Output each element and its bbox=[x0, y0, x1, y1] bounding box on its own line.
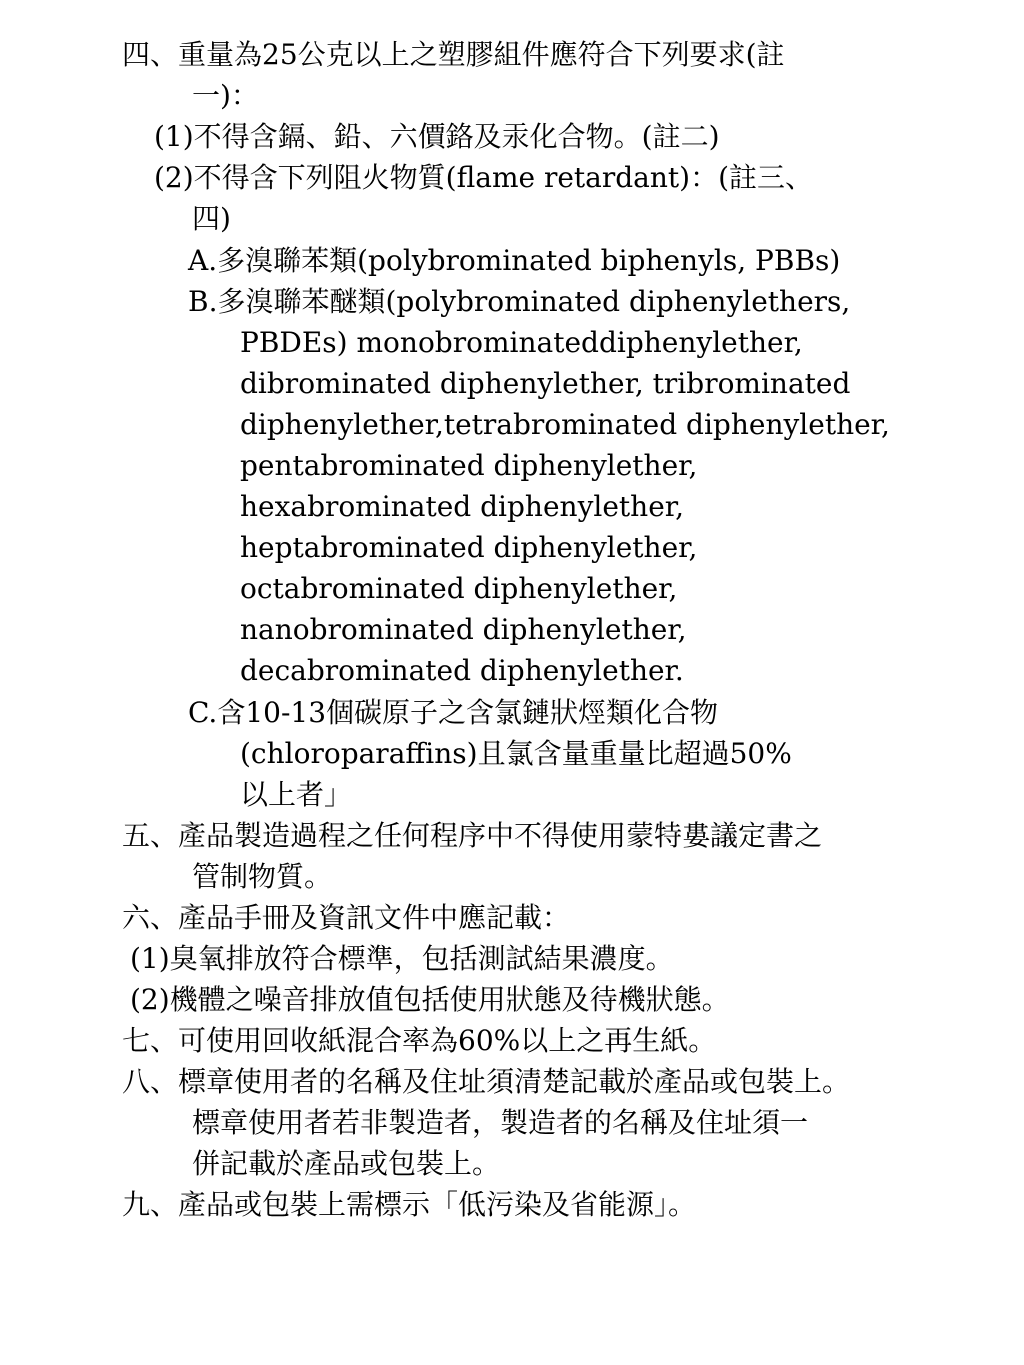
item-9: 九、產品或包裝上需標示「低污染及省能源」。 bbox=[122, 1188, 697, 1221]
item-6-sub-1: (1)臭氧排放符合標準，包括測試結果濃度。 bbox=[130, 942, 674, 975]
item-4-sub-2-a: A.多溴聯苯類(polybrominated biphenyls, PBBs) bbox=[188, 244, 841, 277]
item-5-line-2: 管制物質。 bbox=[192, 860, 333, 893]
item-4-sub-2-b-line-1: B.多溴聯苯醚類(polybrominated diphenylethers, bbox=[188, 285, 851, 318]
item-4-sub-2-c-line-1: C.含10-13個碳原子之含氯鏈狀烴類化合物 bbox=[188, 696, 719, 729]
item-8-line-2: 標章使用者若非製造者，製造者的名稱及住址須一 bbox=[192, 1106, 809, 1139]
item-4-sub-2-b-line-7: heptabrominated diphenylether, bbox=[240, 531, 698, 564]
item-6-line-1: 六、產品手冊及資訊文件中應記載： bbox=[122, 901, 571, 934]
item-4-sub-2-b-line-2: PBDEs) monobrominateddiphenylether, bbox=[240, 326, 803, 359]
item-4-sub-2-b-line-4: diphenylether,tetrabrominated diphenylether, bbox=[240, 408, 890, 441]
item-4-sub-2-line-2: 四) bbox=[192, 202, 231, 235]
item-5-line-1: 五、產品製造過程之任何程序中不得使用蒙特婁議定書之 bbox=[122, 819, 823, 852]
item-4-sub-2-c-line-2: (chloroparaffins)且氯含量重量比超過50% bbox=[240, 737, 792, 770]
item-4-line-1: 四、重量為25公克以上之塑膠組件應符合下列要求(註 bbox=[122, 38, 785, 71]
item-4-sub-2-b-line-9: nanobrominated diphenylether, bbox=[240, 613, 687, 646]
item-8-line-3: 併記載於產品或包裝上。 bbox=[192, 1147, 501, 1180]
item-8-line-1: 八、標章使用者的名稱及住址須清楚記載於產品或包裝上。 bbox=[122, 1065, 851, 1098]
item-4-sub-2-b-line-8: octabrominated diphenylether, bbox=[240, 572, 678, 605]
item-4-sub-2-b-line-10: decabrominated diphenylether. bbox=[240, 654, 684, 687]
item-6-sub-2: (2)機體之噪音排放值包括使用狀態及待機狀態。 bbox=[130, 983, 730, 1016]
item-4-sub-2-c-line-3: 以上者」 bbox=[240, 778, 353, 811]
item-4-sub-2-b-line-6: hexabrominated diphenylether, bbox=[240, 490, 684, 523]
item-4-sub-2-b-line-5: pentabrominated diphenylether, bbox=[240, 449, 698, 482]
item-4-sub-2-line-1: (2)不得含下列阻火物質(flame retardant)：(註三、 bbox=[154, 161, 814, 194]
item-7: 七、可使用回收紙混合率為60%以上之再生紙。 bbox=[122, 1024, 717, 1057]
item-4-sub-1: (1)不得含鎘、鉛、六價鉻及汞化合物。(註二) bbox=[154, 120, 720, 153]
item-4-sub-2-b-line-3: dibrominated diphenylether, tribrominated bbox=[240, 367, 851, 400]
item-4-line-2: 一)： bbox=[192, 79, 259, 112]
